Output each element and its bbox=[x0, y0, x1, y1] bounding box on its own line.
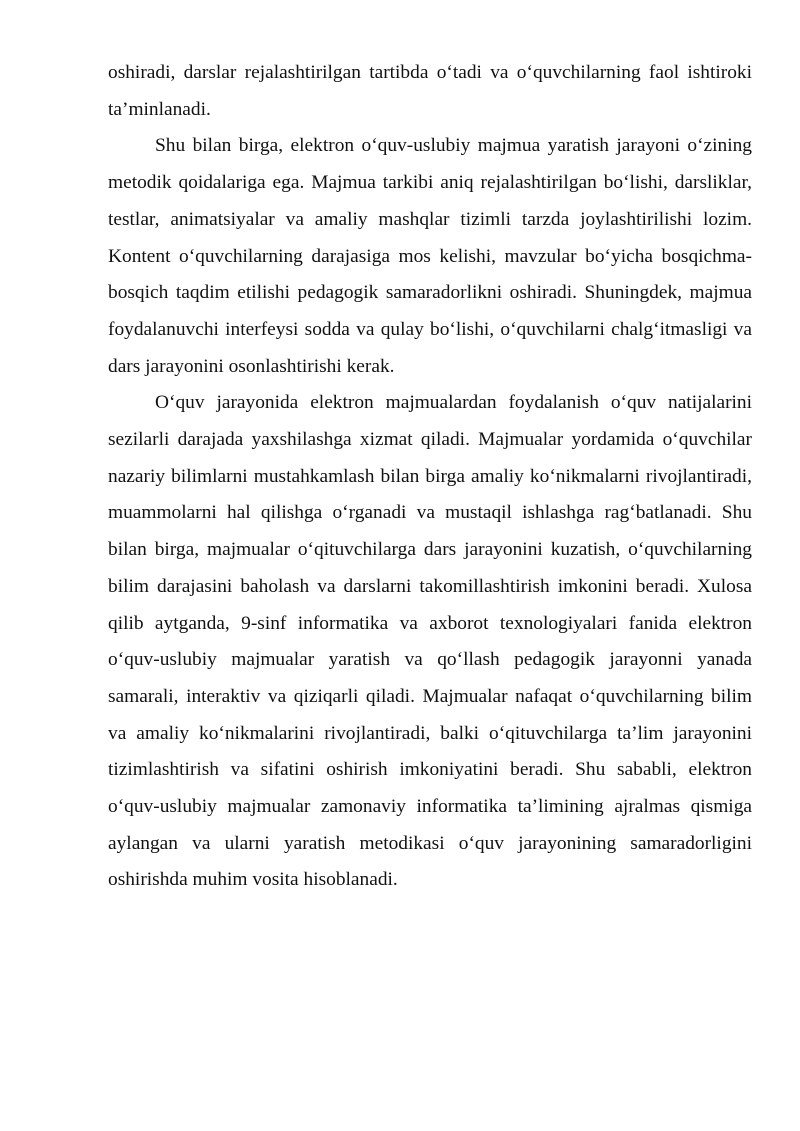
document-page bbox=[108, 55, 752, 899]
paragraph-continuation: oshiradi, darslar rejalashtirilgan tartibda o‘tadi va o‘quvchilarning faol ishtiroki ta’minlanadi. bbox=[108, 62, 752, 120]
paragraph-methodology: Shu bilan birga, elektron o‘quv-uslubiy majmua yaratish jarayoni o‘zining metodik qoidalariga ega. Majmua tarkibi aniq rejalashtirilgan bo‘lishi, darsliklar, testlar, animatsiyalar va amaliy mashqlar tizimli tarzda joylashtirilishi lozim. Kontent o‘quvchilarning darajasiga mos kelishi, mavzular bo‘yicha bosqichma-bosqich taqdim etilishi pedagogik samaradorlikni oshiradi. Shuningdek, majmua foydalanuvchi interfeysi sodda va qulay bo‘lishi, o‘quvchilarni chalg‘itmasligi va dars jarayonini osonlashtirishi kerak. bbox=[108, 135, 752, 377]
paragraph-conclusion: O‘quv jarayonida elektron majmualardan foydalanish o‘quv natijalarini sezilarli darajada yaxshilashga xizmat qiladi. Majmualar yordamida o‘quvchilar nazariy bilimlarni mustahkamlash bilan birga amaliy ko‘nikmalarni rivojlantiradi, muammolarni hal qilishga o‘rganadi va mustaqil ishlashga rag‘batlanadi. Shu bilan birga, majmualar o‘qituvchilarga dars jarayonini kuzatish, o‘quvchilarning bilim darajasini baholash va darslarni takomillashtirish imkonini beradi. Xulosa qilib aytganda, 9-sinf informatika va axborot texnologiyalari fanida elektron o‘quv-uslubiy majmualar yaratish va qo‘llash pedagogik jarayonni yanada samarali, interaktiv va qiziqarli qiladi. Majmualar nafaqat o‘quvchilarning bilim va amaliy ko‘nikmalarini rivojlantiradi, balki o‘qituvchilarga ta’lim jarayonini tizimlashtirish va sifatini oshirish imkoniyatini beradi. Shu sababli, elektron o‘quv-uslubiy majmualar zamonaviy informatika ta’limining ajralmas qismiga aylangan va ularni yaratish metodikasi o‘quv jarayonining samaradorligini oshirishda muhim vosita hisoblanadi. bbox=[108, 392, 752, 891]
